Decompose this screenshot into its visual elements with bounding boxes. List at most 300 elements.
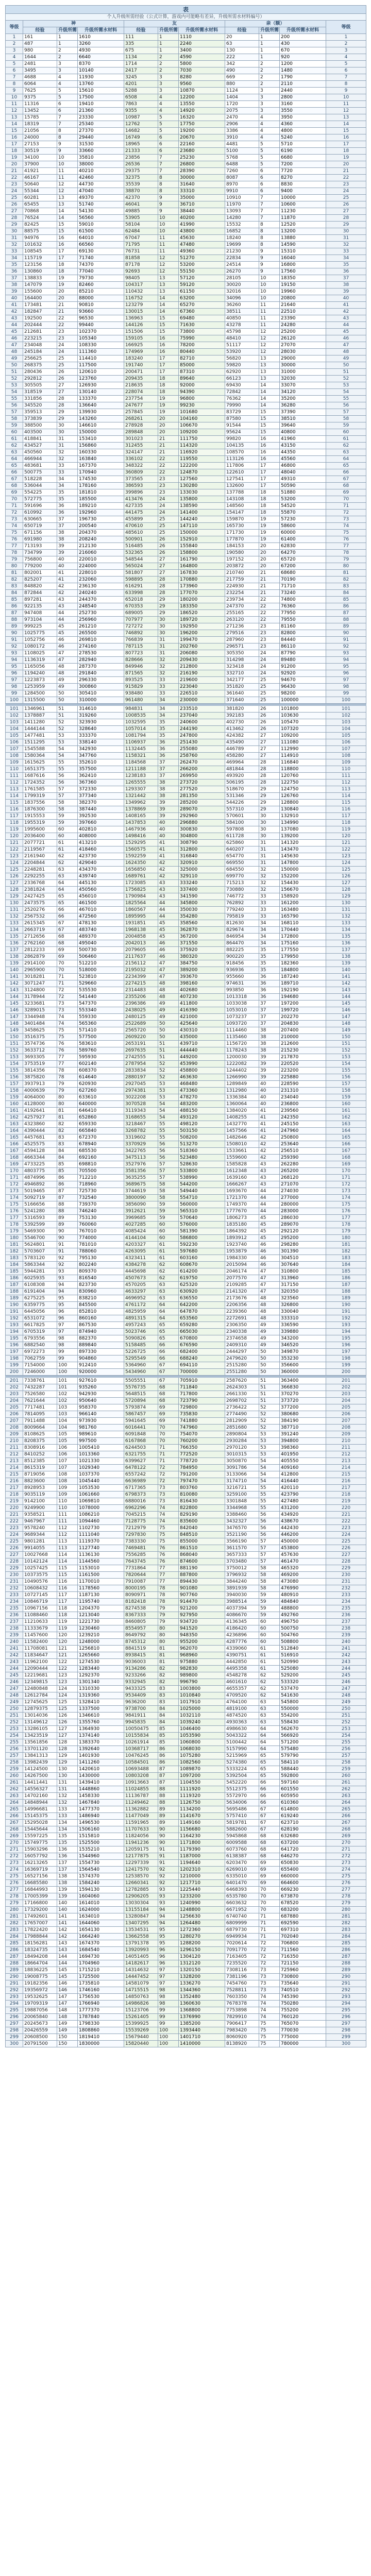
row-exp-2: 3022208 <box>124 1094 158 1101</box>
row-exp-1: 108545 <box>23 248 57 255</box>
table-row <box>6 201 366 208</box>
row-level: 64 <box>6 456 23 463</box>
row-need-1: 15 <box>57 222 78 228</box>
row-need-2: 62 <box>158 1262 179 1268</box>
row-exp-1: 9689344 <box>23 1532 57 1538</box>
row-level-right: 137 <box>326 947 366 954</box>
row-exp-1: 18156281 <box>23 1940 57 1947</box>
row-mat-3: 111080 <box>280 739 326 746</box>
row-level: 296 <box>6 2014 23 2021</box>
row-level: 169 <box>6 1161 23 1168</box>
row-level: 114 <box>6 793 23 800</box>
row-need-1: 35 <box>57 496 78 503</box>
row-level-right: 33 <box>326 248 366 255</box>
row-need-2: 51 <box>158 1054 179 1061</box>
row-exp-1: 1108025 <box>23 650 57 657</box>
row-need-1: 104 <box>57 1418 78 1425</box>
row-need-1: 20 <box>57 295 78 302</box>
row-mat-1: 712210 <box>78 1175 124 1181</box>
row-need-1: 48 <box>57 670 78 677</box>
row-need-2: 73 <box>158 1485 179 1492</box>
row-need-3: 31 <box>259 860 280 867</box>
row-need-2: 98 <box>158 2001 179 2007</box>
row-need-2: 7 <box>158 155 179 161</box>
row-mat-2: 968960 <box>179 1652 225 1659</box>
row-exp-3: 1266990 <box>225 1074 259 1081</box>
table-row <box>6 496 366 503</box>
row-level: 158 <box>6 1088 23 1094</box>
row-mat-3: 725960 <box>280 1967 326 1974</box>
row-need-2: 38 <box>158 779 179 786</box>
row-level-right: 53 <box>326 382 366 389</box>
row-need-2: 86 <box>158 1746 179 1753</box>
row-mat-3: 143470 <box>280 846 326 853</box>
row-mat-2: 989800 <box>179 1672 225 1679</box>
row-exp-2: 828666 <box>124 657 158 664</box>
row-exp-3: 1777670 <box>225 1208 259 1215</box>
row-level: 115 <box>6 800 23 806</box>
row-exp-3: 165730 <box>225 523 259 530</box>
row-need-2: 59 <box>158 1201 179 1208</box>
row-level: 5 <box>6 61 23 67</box>
row-exp-1: 18664704 <box>23 1960 57 1967</box>
row-need-1: 68 <box>57 934 78 940</box>
row-mat-2: 199470 <box>179 637 225 643</box>
row-level-right: 170 <box>326 1168 366 1175</box>
row-mat-1: 291840 <box>78 670 124 677</box>
row-mat-3: 200 <box>280 34 326 41</box>
row-exp-1: 6705319 <box>23 1329 57 1335</box>
row-need-3: 60 <box>259 1639 280 1646</box>
row-exp-3: 1835180 <box>225 1222 259 1228</box>
row-mat-1: 966140 <box>78 1411 124 1418</box>
row-need-2: 9 <box>158 201 179 208</box>
row-need-3: 62 <box>259 1686 280 1692</box>
row-exp-1: 13423519 <box>23 1733 57 1739</box>
row-need-1: 122 <box>57 1666 78 1672</box>
row-level: 34 <box>6 255 23 262</box>
row-level-right: 290 <box>326 1974 366 1980</box>
row-need-3: 10 <box>259 289 280 295</box>
row-level-right: 88 <box>326 617 366 623</box>
row-mat-2: 881190 <box>179 1565 225 1572</box>
row-exp-3: 48410 <box>225 335 259 342</box>
table-row <box>6 2007 366 2014</box>
table-row <box>6 1201 366 1208</box>
row-mat-1: 1256810 <box>78 1646 124 1652</box>
table-row <box>6 1478 366 1485</box>
row-mat-1: 392530 <box>78 813 124 820</box>
row-exp-2: 183240 <box>124 355 158 362</box>
row-need-2: 43 <box>158 893 179 900</box>
row-mat-2: 1217710 <box>179 1880 225 1887</box>
table-row <box>6 181 366 188</box>
row-need-1: 16 <box>57 242 78 248</box>
row-exp-3: 2173676 <box>225 1295 259 1302</box>
row-mat-1: 1136130 <box>78 1552 124 1558</box>
row-exp-2: 2609220 <box>124 1034 158 1041</box>
row-exp-2: 166925 <box>124 342 158 349</box>
row-exp-2: 4891315 <box>124 1315 158 1322</box>
row-exp-3: 625860 <box>225 840 259 846</box>
row-mat-1: 90810 <box>78 302 124 309</box>
row-exp-1: 4594128 <box>23 1148 57 1155</box>
row-level: 110 <box>6 766 23 773</box>
row-need-3: 5 <box>259 161 280 168</box>
row-level-right: 132 <box>326 913 366 920</box>
row-level-right: 45 <box>326 329 366 335</box>
row-mat-2: 1376990 <box>179 2014 225 2021</box>
row-exp-3: 6671952 <box>225 1907 259 1913</box>
row-mat-2: 665030 <box>179 1329 225 1335</box>
row-mat-2: 797470 <box>179 1478 225 1485</box>
row-mat-3: 775000 <box>280 2034 326 2041</box>
row-need-3: 29 <box>259 786 280 793</box>
row-mat-2: 421000 <box>179 1014 225 1021</box>
row-mat-3: 637200 <box>280 1840 326 1846</box>
row-level-right: 50 <box>326 362 366 369</box>
row-need-3: 58 <box>259 1565 280 1572</box>
row-need-3: 16 <box>259 456 280 463</box>
row-exp-1: 6617825 <box>23 1322 57 1329</box>
row-exp-2: 2355206 <box>124 994 158 1001</box>
table-row <box>6 1362 366 1369</box>
row-need-1: 50 <box>57 690 78 697</box>
row-need-3: 43 <box>259 1181 280 1188</box>
row-level-right: 40 <box>326 295 366 302</box>
row-exp-3: 32016 <box>225 289 259 295</box>
row-exp-2: 11591965 <box>124 1820 158 1826</box>
row-mat-3: 21640 <box>280 302 326 309</box>
row-mat-3: 461470 <box>280 1558 326 1565</box>
row-need-1: 120 <box>57 1639 78 1646</box>
row-need-3: 52 <box>259 1418 280 1425</box>
row-need-2: 13 <box>158 282 179 289</box>
row-mat-2: 285200 <box>179 800 225 806</box>
row-need-1: 136 <box>57 1846 78 1853</box>
table-row <box>6 1538 366 1545</box>
row-mat-3: 504760 <box>280 1632 326 1639</box>
col-header-exp-2: 经验 <box>124 27 158 34</box>
row-need-2: 88 <box>158 1786 179 1793</box>
row-level-right: 82 <box>326 577 366 583</box>
row-exp-1: 8615319 <box>23 1465 57 1471</box>
row-mat-2: 630920 <box>179 1289 225 1295</box>
row-need-3: 31 <box>259 853 280 860</box>
row-exp-1: 1761585 <box>23 786 57 793</box>
row-mat-2: 1187000 <box>179 1853 225 1860</box>
row-need-2: 20 <box>158 416 179 422</box>
row-need-2: 68 <box>158 1398 179 1404</box>
table-row <box>6 1329 366 1335</box>
row-need-3: 72 <box>259 1954 280 1960</box>
row-level-right: 127 <box>326 880 366 887</box>
table-row <box>6 960 366 967</box>
row-exp-1: 1411280 <box>23 719 57 726</box>
row-need-1: 90 <box>57 1228 78 1235</box>
table-row <box>6 833 366 840</box>
row-mat-3: 360000 <box>280 1369 326 1376</box>
row-need-3: 40 <box>259 1081 280 1088</box>
row-exp-2: 8841519 <box>124 1646 158 1652</box>
table-row <box>6 235 366 242</box>
row-level: 149 <box>6 1027 23 1034</box>
row-need-2: 100 <box>158 2041 179 2047</box>
row-need-1: 109 <box>57 1492 78 1498</box>
row-mat-2: 1401710 <box>179 2034 225 2041</box>
row-mat-1: 732540 <box>78 1195 124 1201</box>
row-mat-2: 449200 <box>179 1054 225 1061</box>
row-exp-3: 4236896 <box>225 1632 259 1639</box>
row-exp-2: 871565 <box>124 670 158 677</box>
row-level: 187 <box>6 1282 23 1289</box>
row-exp-2: 5023746 <box>124 1329 158 1335</box>
row-need-2: 28 <box>158 577 179 583</box>
row-level-right: 245 <box>326 1672 366 1679</box>
table-row <box>6 1248 366 1255</box>
row-need-2: 98 <box>158 1987 179 1994</box>
row-mat-3: 1480 <box>280 67 326 74</box>
row-level: 246 <box>6 1679 23 1686</box>
row-mat-1: 1798330 <box>78 2021 124 2027</box>
row-need-2: 22 <box>158 463 179 469</box>
row-need-2: 8 <box>158 175 179 181</box>
row-exp-2: 6478122 <box>124 1465 158 1471</box>
row-exp-2: 1689761 <box>124 873 158 880</box>
row-exp-1: 4192641 <box>23 1108 57 1114</box>
row-mat-2: 133030 <box>179 489 225 496</box>
row-exp-1: 164400 <box>23 295 57 302</box>
row-exp-1: 5783120 <box>23 1255 57 1262</box>
row-level: 82 <box>6 577 23 583</box>
row-exp-3: 2374658 <box>225 1335 259 1342</box>
row-mat-2: 389200 <box>179 967 225 974</box>
row-mat-2: 223040 <box>179 684 225 690</box>
row-exp-2: 707977 <box>124 617 158 623</box>
row-need-3: 15 <box>259 422 280 429</box>
row-exp-3: 654770 <box>225 853 259 860</box>
row-need-3: 54 <box>259 1471 280 1478</box>
row-mat-1: 29440 <box>78 134 124 141</box>
row-need-2: 60 <box>158 1222 179 1228</box>
row-exp-1: 223215 <box>23 335 57 342</box>
row-exp-2: 11824056 <box>124 1833 158 1840</box>
row-need-1: 65 <box>57 893 78 900</box>
row-need-3: 3 <box>259 108 280 114</box>
row-exp-2: 3245 <box>124 74 158 81</box>
row-level: 102 <box>6 713 23 719</box>
row-need-2: 58 <box>158 1188 179 1195</box>
row-need-1: 121 <box>57 1652 78 1659</box>
row-mat-2: 723790 <box>179 1398 225 1404</box>
row-level: 32 <box>6 242 23 248</box>
row-level: 244 <box>6 1666 23 1672</box>
row-need-1: 49 <box>57 677 78 684</box>
row-mat-1: 156860 <box>78 443 124 449</box>
table-row <box>6 556 366 563</box>
row-need-2: 85 <box>158 1733 179 1739</box>
row-exp-3: 1013318 <box>225 994 259 1001</box>
row-need-2: 28 <box>158 583 179 590</box>
row-need-3: 1 <box>259 54 280 61</box>
row-need-1: 147 <box>57 2001 78 2007</box>
row-exp-1: 14267500 <box>23 1773 57 1780</box>
row-exp-3: 56820 <box>225 355 259 362</box>
table-row <box>6 1431 366 1438</box>
row-need-3: 15 <box>259 409 280 416</box>
row-exp-2: 455899 <box>124 516 158 523</box>
row-level-right: 129 <box>326 893 366 900</box>
row-need-2: 10 <box>158 228 179 235</box>
row-mat-2: 411800 <box>179 1001 225 1007</box>
row-exp-3: 45798 <box>225 329 259 335</box>
row-exp-2: 689005 <box>124 610 158 617</box>
row-level: 37 <box>6 275 23 282</box>
row-mat-1: 781010 <box>78 1242 124 1248</box>
row-mat-2: 914470 <box>179 1599 225 1605</box>
row-exp-3: 8060920 <box>225 2034 259 2041</box>
row-level: 14 <box>6 121 23 128</box>
row-exp-1: 3693305 <box>23 1054 57 1061</box>
row-need-2: 72 <box>158 1465 179 1471</box>
row-need-3: 3 <box>259 88 280 94</box>
row-need-3: 42 <box>259 1141 280 1148</box>
row-mat-3: 30000 <box>280 362 326 369</box>
row-level: 220 <box>6 1505 23 1512</box>
row-mat-3: 132910 <box>280 813 326 820</box>
row-mat-1: 3260 <box>78 41 124 47</box>
row-level-right: 255 <box>326 1739 366 1746</box>
row-level: 258 <box>6 1759 23 1766</box>
row-mat-1: 240240 <box>78 590 124 597</box>
row-exp-1: 55344 <box>23 188 57 195</box>
row-level-right: 299 <box>326 2034 366 2041</box>
row-exp-2: 4761172 <box>124 1302 158 1309</box>
row-level: 70 <box>6 496 23 503</box>
row-mat-2: 1149160 <box>179 1820 225 1826</box>
row-need-3: 17 <box>259 483 280 489</box>
row-exp-1: 14848944 <box>23 1800 57 1806</box>
row-level: 77 <box>6 543 23 550</box>
row-mat-1: 1664240 <box>78 1934 124 1940</box>
row-mat-1: 224000 <box>78 563 124 570</box>
row-level: 260 <box>6 1773 23 1780</box>
row-mat-2: 907760 <box>179 1592 225 1599</box>
row-need-1: 51 <box>57 713 78 719</box>
row-need-3: 48 <box>259 1309 280 1315</box>
row-need-2: 76 <box>158 1545 179 1552</box>
row-need-1: 135 <box>57 1840 78 1846</box>
row-mat-1: 418460 <box>78 846 124 853</box>
row-exp-2: 15261405 <box>124 2014 158 2021</box>
row-need-3: 3 <box>259 101 280 108</box>
row-level-right: 242 <box>326 1652 366 1659</box>
row-mat-3: 12520 <box>280 222 326 228</box>
row-level-right: 74 <box>326 523 366 530</box>
row-mat-2: 458800 <box>179 1067 225 1074</box>
row-need-2: 71 <box>158 1451 179 1458</box>
row-mat-2: 1060800 <box>179 1739 225 1746</box>
table-row <box>6 1222 366 1228</box>
row-exp-1: 500775 <box>23 469 57 476</box>
row-exp-2: 12762 <box>124 121 158 128</box>
row-mat-3: 512840 <box>280 1646 326 1652</box>
row-exp-2: 81858 <box>124 255 158 262</box>
row-need-1: 95 <box>57 1295 78 1302</box>
row-mat-1: 1624000 <box>78 1907 124 1913</box>
row-exp-1: 671156 <box>23 530 57 536</box>
row-exp-1: 572775 <box>23 496 57 503</box>
row-exp-2: 4445698 <box>124 1268 158 1275</box>
row-level-right: 149 <box>326 1027 366 1034</box>
row-need-2: 18 <box>158 389 179 396</box>
row-need-1: 148 <box>57 2014 78 2021</box>
row-level-right: 62 <box>326 443 366 449</box>
row-exp-1: 3516375 <box>23 1034 57 1041</box>
row-exp-1: 2381824 <box>23 887 57 893</box>
row-level-right: 195 <box>326 1335 366 1342</box>
row-need-3: 73 <box>259 1980 280 1987</box>
row-need-2: 60 <box>158 1228 179 1235</box>
row-exp-1: 1346961 <box>23 706 57 713</box>
row-mat-1: 1161500 <box>78 1572 124 1579</box>
row-mat-1: 27370 <box>78 128 124 134</box>
row-mat-2: 822800 <box>179 1505 225 1512</box>
row-need-1: 86 <box>57 1175 78 1181</box>
row-need-3: 48 <box>259 1295 280 1302</box>
row-exp-3: 1222082 <box>225 1061 259 1067</box>
row-mat-3: 632680 <box>280 1833 326 1840</box>
row-exp-1: 202444 <box>23 322 57 329</box>
row-exp-1: 30519 <box>23 148 57 155</box>
row-need-1: 4 <box>57 81 78 88</box>
row-need-3: 30 <box>259 826 280 833</box>
row-need-2: 31 <box>158 637 179 643</box>
row-need-1: 75 <box>57 1034 78 1041</box>
row-exp-2: 13030304 <box>124 1900 158 1907</box>
row-exp-1: 14556327 <box>23 1786 57 1793</box>
row-need-2: 66 <box>158 1342 179 1349</box>
row-need-1: 25 <box>57 355 78 362</box>
row-need-2: 32 <box>158 657 179 664</box>
row-exp-2: 10155834 <box>124 1733 158 1739</box>
row-mat-3: 520990 <box>280 1659 326 1666</box>
row-exp-3: 544226 <box>225 800 259 806</box>
row-exp-3: 3010315 <box>225 1451 259 1458</box>
row-mat-2: 216190 <box>179 670 225 677</box>
row-exp-2: 8182418 <box>124 1599 158 1605</box>
row-level-right: 34 <box>326 255 366 262</box>
row-need-1: 68 <box>57 940 78 947</box>
row-level: 160 <box>6 1101 23 1108</box>
row-exp-3: 1244402 <box>225 1067 259 1074</box>
row-level: 1 <box>6 34 23 41</box>
row-mat-1: 387440 <box>78 806 124 813</box>
row-mat-1: 278530 <box>78 650 124 657</box>
row-need-2: 74 <box>158 1518 179 1525</box>
row-mat-2: 982830 <box>179 1666 225 1672</box>
row-mat-3: 112990 <box>280 746 326 753</box>
row-need-1: 32 <box>57 449 78 456</box>
row-exp-1: 6275225 <box>23 1295 57 1302</box>
row-level: 184 <box>6 1262 23 1268</box>
row-exp-1: 12219681 <box>23 1672 57 1679</box>
row-mat-2: 186520 <box>179 610 225 617</box>
row-need-3: 42 <box>259 1155 280 1161</box>
row-need-3: 24 <box>259 670 280 677</box>
row-mat-2: 36710 <box>179 201 225 208</box>
row-need-3: 54 <box>259 1478 280 1485</box>
